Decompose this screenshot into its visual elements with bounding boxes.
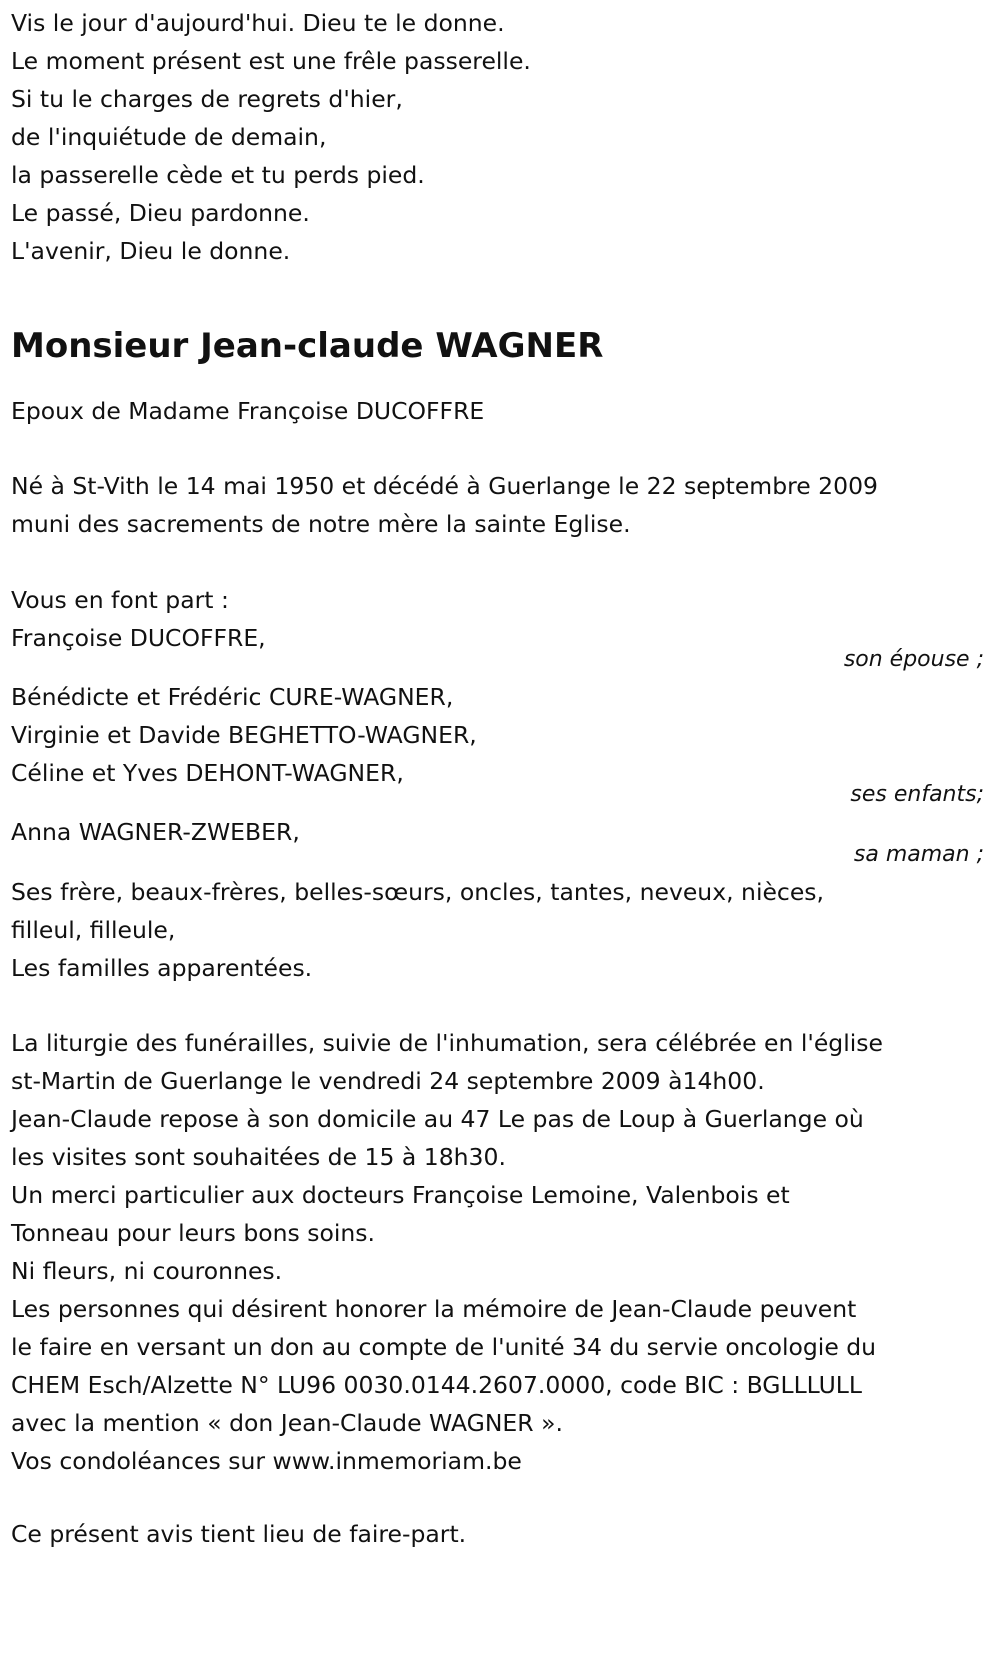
relatives-line: filleul, filleule, (11, 916, 176, 944)
funeral-line: le faire en versant un don au compte de l'unité 34 du servie oncologie du (11, 1333, 877, 1361)
funeral-line: Vos condoléances sur www.inmemoriam.be (11, 1447, 522, 1475)
poem-line: Le moment présent est une frêle passerelle. (11, 47, 531, 75)
funeral-line: Jean-Claude repose à son domicile au 47 Le pas de Loup à Guerlange où (11, 1105, 864, 1133)
relatives-line: Ses frère, beaux-frères, belles-sœurs, oncles, tantes, neveux, nièces, (11, 878, 825, 906)
children-role-block (11, 782, 986, 808)
funeral-block (11, 1024, 986, 1480)
closing-line: Ce présent avis tient lieu de faire-part. (11, 1520, 467, 1548)
birth-death-line: Né à St-Vith le 14 mai 1950 et décédé à Guerlange le 22 septembre 2009 (11, 472, 878, 500)
announcement-intro-block (11, 581, 986, 657)
birth-death-block (11, 467, 986, 543)
child-line: Bénédicte et Frédéric CURE-WAGNER, (11, 683, 454, 711)
spouse-line-block (11, 392, 986, 430)
closing-block (11, 1515, 986, 1553)
spouse-role-block (11, 647, 986, 673)
child-line: Céline et Yves DEHONT-WAGNER, (11, 759, 404, 787)
poem-line: Si tu le charges de regrets d'hier, (11, 85, 403, 113)
poem-line: Le passé, Dieu pardonne. (11, 199, 310, 227)
child-line: Virginie et Davide BEGHETTO-WAGNER, (11, 721, 477, 749)
children-role: ses enfants; (850, 782, 984, 807)
deceased-name: Monsieur Jean-claude WAGNER (11, 326, 604, 366)
funeral-line: Les personnes qui désirent honorer la mémoire de Jean-Claude peuvent (11, 1295, 857, 1323)
poem-line: de l'inquiétude de demain, (11, 123, 327, 151)
mother-name: Anna WAGNER-ZWEBER, (11, 818, 300, 846)
funeral-line: avec la mention « don Jean-Claude WAGNER ». (11, 1409, 563, 1437)
funeral-line: Tonneau pour leurs bons soins. (11, 1219, 375, 1247)
funeral-line: La liturgie des funérailles, suivie de l'inhumation, sera célébrée en l'église (11, 1029, 883, 1057)
poem-line: la passerelle cède et tu perds pied. (11, 161, 425, 189)
spouse-name: Françoise DUCOFFRE, (11, 624, 266, 652)
relatives-block (11, 873, 986, 987)
birth-death-line: muni des sacrements de notre mère la sainte Eglise. (11, 510, 631, 538)
funeral-line: Ni fleurs, ni couronnes. (11, 1257, 283, 1285)
funeral-line: st-Martin de Guerlange le vendredi 24 septembre 2009 à14h00. (11, 1067, 765, 1095)
mother-role-block (11, 842, 986, 868)
mother-role: sa maman ; (853, 842, 984, 867)
announcement-intro: Vous en font part : (11, 586, 229, 614)
spouse-line: Epoux de Madame Françoise DUCOFFRE (11, 397, 485, 425)
funeral-line: Un merci particulier aux docteurs Françoise Lemoine, Valenbois et (11, 1181, 790, 1209)
poem (11, 4, 531, 270)
poem-line: Vis le jour d'aujourd'hui. Dieu te le donne. (11, 9, 505, 37)
funeral-line: les visites sont souhaitées de 15 à 18h30. (11, 1143, 506, 1171)
funeral-line: CHEM Esch/Alzette N° LU96 0030.0144.2607.0000, code BIC : BGLLLULL (11, 1371, 862, 1399)
children-block (11, 678, 986, 792)
poem-line: L'avenir, Dieu le donne. (11, 237, 291, 265)
spouse-role: son épouse ; (843, 647, 984, 672)
relatives-line: Les familles apparentées. (11, 954, 313, 982)
